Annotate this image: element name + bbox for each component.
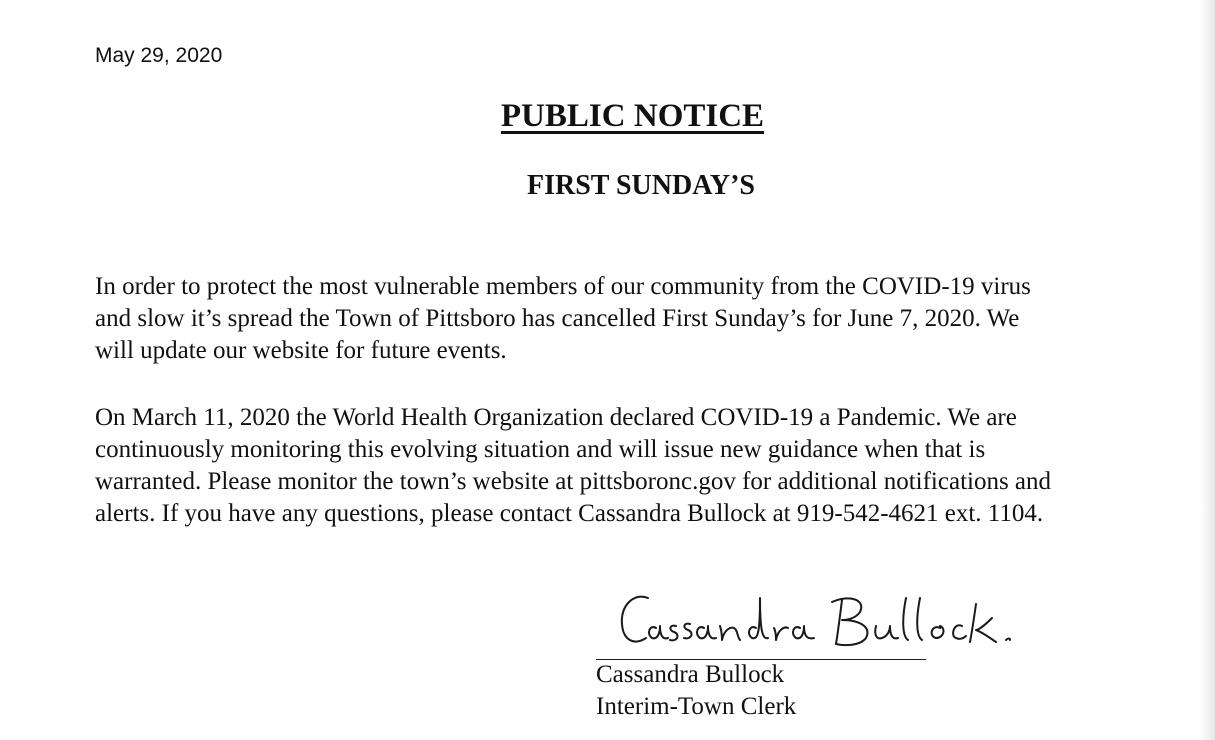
paragraph-line: warranted. Please monitor the town’s website at pittsboronc.gov for additional notifications and xyxy=(95,468,1052,495)
paragraph-line: continuously monitoring this evolving situation and will issue new guidance when that is xyxy=(95,436,986,463)
paragraph-line: In order to protect the most vulnerable members of our community from the COVID-19 virus xyxy=(95,273,1031,300)
paragraph-line: alerts. If you have any questions, please contact Cassandra Bullock at 919-542-4621 ext. 1104. xyxy=(95,500,1044,527)
signatory-name: Cassandra Bullock xyxy=(596,661,785,688)
handwritten-signature xyxy=(610,588,1030,663)
paragraph-line: On March 11, 2020 the World Health Organization declared COVID-19 a Pandemic. We are xyxy=(95,404,1017,431)
notice-subtitle: FIRST SUNDAY’S xyxy=(527,170,755,201)
notice-title: PUBLIC NOTICE xyxy=(500,98,765,134)
paragraph-line: will update our website for future events. xyxy=(95,337,507,364)
signature-line xyxy=(596,659,926,660)
paragraph-cancellation xyxy=(95,271,1180,367)
paragraph-line: and slow it’s spread the Town of Pittsboro has cancelled First Sunday’s for June 7, 2020. We xyxy=(95,305,1020,332)
notice-date: May 29, 2020 xyxy=(95,44,223,67)
signatory-title: Interim-Town Clerk xyxy=(596,693,797,720)
paragraph-pandemic xyxy=(95,402,1180,530)
